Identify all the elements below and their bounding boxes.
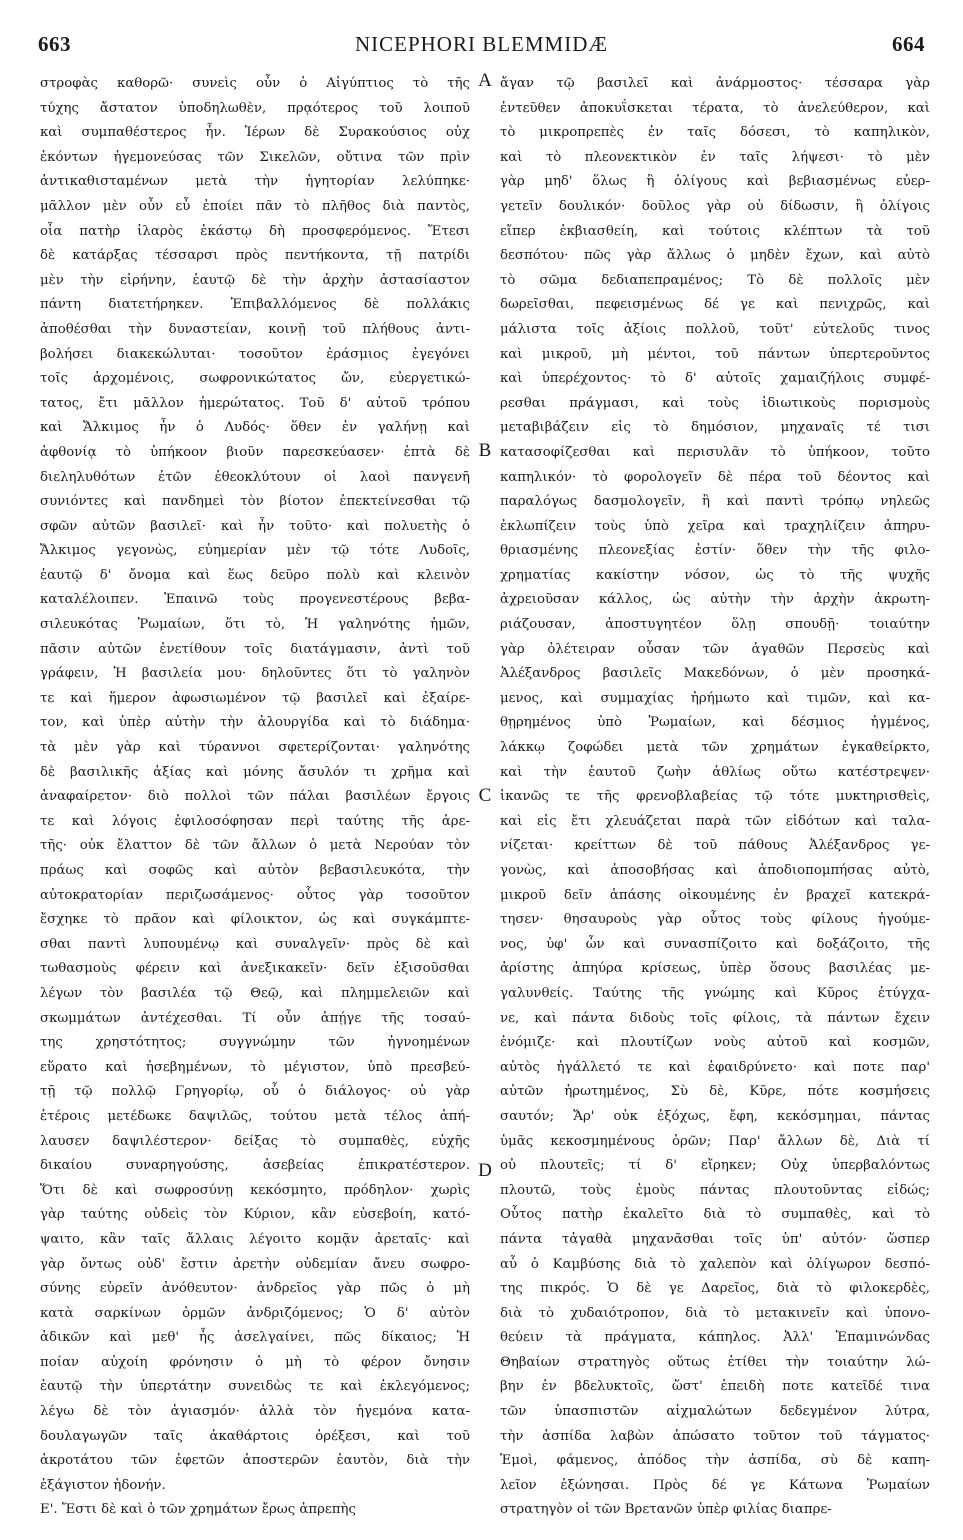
- text-line: βην ἐν βδελυκτοῖς, ὥστ' ἐπειδὴ ποτε κατεῖδέ τινα: [500, 1379, 930, 1395]
- text-line: γὰρ ὄντως οὐδ' ἔστιν ἀρετὴν οὐδεμίαν ἄνευ σωφρο-: [40, 1256, 470, 1272]
- text-line: τῆς· οὐκ ἔλαττον δὲ τῶν ἄλλων ὁ μετὰ Νερούαν τὸν: [40, 838, 470, 854]
- text-line: ἀρίστης ἀπηύρα κρίσεως, ὑπὲρ ὅσους βασιλέας με-: [500, 961, 930, 977]
- text-line: Ὅτι δὲ καὶ σωφροσύνῃ κεκόσμητο, πρόδηλον· χωρὶς: [40, 1182, 470, 1198]
- text-line: γετεῖν δουλικόν· δοῦλος γὰρ οὐ δίδωσιν, ἢ ὀλίγοις: [500, 198, 930, 214]
- text-line: ἀναφαίρετον· διὸ πολλοὶ τῶν πάλαι βασιλέων ἔργοις: [40, 789, 470, 805]
- running-head: [38, 32, 925, 62]
- text-line: Θηβαίων στρατηγὸς οὕτως ἐτίθει τὴν τοιαύτην λώ-: [500, 1354, 930, 1370]
- text-line: θεύειν τὰ πράγματα, κάπηλος. Ἀλλ' Ἐπαμινώνδας: [500, 1330, 930, 1346]
- text-line: τησεν· θησαυροὺς γὰρ οὗτος τοὺς φίλους ἡγούμε-: [500, 912, 930, 928]
- text-line: γαλυνθείς. Ταύτης τῆς γνώμης καὶ Κῦρος ἐτύγχα-: [500, 985, 930, 1001]
- text-line: δικαίου συναρηγούσης, ἀσεβείας ἐπικρατέστερον.: [40, 1158, 470, 1174]
- text-line: καπηλικόν· τὸ φορολογεῖν δὲ πέρα τοῦ δέοντος καὶ: [500, 469, 930, 485]
- text-line: διεληλυθότων ἐτῶν ἐθεοκλύτουν οἱ λαοὶ πανγενῆ: [40, 469, 470, 485]
- text-line: πράως καὶ σοφῶς καὶ αὐτὸν βεβασιλευκότα, τὴν: [40, 863, 470, 878]
- text-line: νίζεται· κρείττων δὲ τοῦ πάθους Ἀλέξανδρος γε-: [500, 838, 930, 854]
- text-line: πᾶσιν αὐτῶν ἐνετίθουν τοῖς διατάγμασιν, ἀντὶ τοῦ: [40, 641, 470, 657]
- text-line: αὐτοκρατορίαν περιζωσάμενος· οὗτος γὰρ τοσοῦτον: [40, 887, 470, 903]
- text-line: ἑαυτῷ δ' ὄνομα καὶ ἕως δεῦρο πολὺ καὶ κλεινὸν: [40, 567, 470, 583]
- text-line: τῶν ὑπασπιστῶν αἰχμαλώτων δεδεγμένον λύτρα,: [500, 1404, 930, 1420]
- text-line: λεῖον ἐξώνησαι. Πρὸς δέ γε Κάτωνα Ῥωμαίων: [500, 1477, 930, 1493]
- text-line: καὶ Ἄλκιμος ἦν ὁ Λυδός· ὅθεν ἐν γαλήνῃ καὶ: [40, 420, 470, 436]
- text-line: σθαι παντὶ λυπουμένῳ καὶ συναλγεῖν· πρὸς δὲ καὶ: [40, 936, 470, 952]
- text-line: Οὗτος πατὴρ ἐκαλεῖτο διὰ τὸ συμπαθὲς, καὶ τὸ: [500, 1207, 930, 1223]
- text-line: ἀκροτάτου τῶν ἐφετῶν ἀποστερῶν ἑαυτὸν, διὰ τὴν: [40, 1453, 470, 1469]
- text-line: σκωμμάτων ἀντέχεσθαι. Τί οὖν ἀπῄγε τῆς τοσαύ-: [40, 1010, 470, 1026]
- text-line: λαυσεν δαψιλέστερον· δείξας τὸ συμπαθὲς, εὐχῆς: [40, 1133, 470, 1149]
- text-line: καὶ τὸ πλεονεκτικὸν ἐν ταῖς λήψεσι· τὸ μὲν: [500, 149, 930, 165]
- text-line: γὰρ ὀλέτειραν οὖσαν τῶν ἀγαθῶν Περσεὺς καὶ: [500, 641, 930, 657]
- text-line: παραλόγως δασμολογεῖν, ἢ καὶ παντὶ τρόπῳ νηλεῶς: [500, 494, 930, 510]
- text-line: δὲ βασιλικῆς ἀξίας καὶ μόνης ἄσυλόν τι χρῆμα καὶ: [40, 764, 470, 780]
- text-line: κατασοφίζεσθαι καὶ περισυλᾶν τὸ ὑπήκοον, τοῦτο: [500, 444, 930, 460]
- text-line: τὸ μικροπρεπὲς ἐν ταῖς δόσεσι, τὸ καπηλικὸν,: [500, 125, 930, 141]
- text-line: αὐτὸς ἠγάλλετό τε καὶ ἐφαιδρύνετο· καὶ ποτε παρ': [500, 1059, 930, 1075]
- text-line: βολήσει διακεκώλυται· τοσοῦτον ἐράσμιος ἐγεγόνει: [40, 346, 470, 362]
- text-line: τατος, ἔτι μᾶλλον ἡμερώτατος. Τοῦ δ' αὐτοῦ τρόπου: [40, 395, 470, 411]
- text-line: ψαιτο, κἂν ταῖς ἄλλαις λέγοιτο κομᾷν ἀρεταῖς· καὶ: [40, 1231, 470, 1247]
- text-line: πάντα τἀγαθὰ μηχανᾶσθαι τοῖς ὑπ' αὐτόν· ὥσπερ: [500, 1231, 930, 1247]
- text-line: δὲ κατάρξας τέσσαρσι πρὸς πεντήκοντα, τῇ πατρίδι: [40, 248, 470, 264]
- text-line: της πικρός. Ὁ δὲ γε Δαρεῖος, διὰ τὸ φιλοκερδὲς,: [500, 1281, 930, 1297]
- text-line: ἀφθονίᾳ τὸ ὑπήκοον βιοῦν παρεσκεύασεν· ἑπτὰ δὲ: [40, 444, 470, 460]
- text-line: ἀντικαθισταμένων μετὰ τὴν ἡγητορίαν λελύπηκε·: [40, 174, 470, 190]
- text-line: ριάζουσαν, ἀποστυγητέον ὅλῃ σπουδῇ· τοιαύτην: [500, 617, 930, 633]
- right-page-number: 664: [892, 32, 925, 56]
- text-line: τον, καὶ ὑπὲρ αὐτὴν τὴν ἀλουργίδα καὶ τὸ διάδημα·: [40, 715, 470, 731]
- text-line: θριασμένης πλεονεξίας ἐστίν· ὅθεν τὴν τῆς φιλο-: [500, 543, 930, 559]
- left-page-number: 663: [38, 32, 71, 56]
- running-title: NICEPHORI BLEMMIDÆ: [354, 32, 609, 56]
- text-line: μᾶλλον μὲν οὖν εὖ ἐποίει πᾶν τὸ πλῆθος διὰ παντὸς,: [40, 198, 470, 214]
- text-line: τὸ σῶμα δεδιαπεπραμένος; Τὸ δὲ πολλοῖς μὲν: [500, 272, 930, 288]
- text-line: μεταβιβάζειν εἰς τὸ δημόσιον, μηχαναῖς τέ τισι: [500, 420, 930, 436]
- text-line: Ε'. Ἔστι δὲ καὶ ὁ τῶν χρημάτων ἔρως ἀπρεπὴς: [40, 1502, 356, 1518]
- right-column: [500, 72, 930, 1527]
- text-line: ἔσχηκε τὸ πρᾶον καὶ φίλοικτον, ὡς καὶ συγκάμπτε-: [40, 912, 470, 928]
- text-line: γὰρ ταύτης οὐδεὶς τὸν Κύριον, κἂν εὐσεβοίη, κατό-: [40, 1207, 470, 1223]
- section-marker-c: C: [478, 785, 492, 806]
- text-line: ποίαν αὐχοίη φρόνησιν ὁ μὴ τὸ φέρον ὄνησιν: [40, 1354, 470, 1370]
- text-line: σφῶν αὐτῶν βασιλεῖ· καὶ ἦν τοῦτο· καὶ πολυετὴς ὁ: [40, 518, 470, 534]
- text-line: ἐντεῦθεν ἀποκυΐσκεται τέρατα, τὸ ἀνελεύθερον, καὶ: [500, 100, 930, 116]
- text-line: δουλαγωγῶν ταῖς ἀκαθάρτοις ὀρέξεσι, καὶ τοῦ: [40, 1428, 470, 1444]
- text-line: μάλιστα τοῖς ἀξίοις πολλοῦ, τοῦτ' εὐτελοῦς τινος: [500, 321, 930, 337]
- text-line: ἐκλωπίζειν τοὺς ὑπὸ χεῖρα καὶ τραχηλίζειν ἀπηρυ-: [500, 518, 930, 534]
- text-line: τωθασμοὺς φέρειν καὶ ἀνεξικακεῖν· δεῖν ἐξισοῦσθαι: [40, 961, 470, 977]
- text-line: οὐ πλουτεῖς; τί δ' εἴρηκεν; Οὐχ ὑπερβαλόντως: [500, 1158, 930, 1174]
- text-line: καταλέλοιπεν. Ἐπαινῶ τοὺς προγενεστέρους βεβα-: [40, 592, 470, 608]
- text-line: ἑτέροις μετέδωκε δαψιλῶς, τούτου μετὰ τέλος ἀπή-: [40, 1108, 470, 1124]
- text-line: δεσπότου· πῶς γὰρ ἄλλως ὁ μηδὲν ἔχων, καὶ αὐτὸ: [500, 248, 930, 264]
- text-line: ἑκόντων ἡγεμονεύσας τῶν Σικελῶν, οὔτινα τῶν πρὶν: [40, 149, 470, 165]
- text-line: καὶ ὑπερέχοντος· τὸ δ' αὐτοῖς χαμαιζήλοις συμφέ-: [500, 371, 930, 387]
- section-marker-a: A: [478, 70, 492, 91]
- text-line: ἀδικῶν καὶ μεθ' ἧς ἀσελγαίνει, πῶς δίκαιος; Ἡ: [40, 1330, 470, 1346]
- text-line: διὰ τὸ χυδαιότροπον, διὰ τὸ μετακινεῖν καὶ ὑπονο-: [500, 1305, 930, 1321]
- text-line: συνιόντες καὶ πανδημεὶ τὸν βίοτον ἐπεκτείνεσθαι τῷ: [40, 494, 470, 510]
- text-line: θῃρημένος ὑπὸ Ῥωμαίων, καὶ δέσμιος ἠγμένος,: [500, 715, 930, 731]
- text-line: ἀχρειοῦσαν κάλλος, ὡς αὐτὴν τὴν ἀρχὴν ἀκρωτη-: [500, 592, 930, 608]
- text-line: στροφὰς καθορῶ· συνεὶς οὖν ὁ Αἰγύπτιος τὸ τῆς: [40, 76, 470, 91]
- text-line: καὶ μικροῦ, μὴ μέντοι, τοῦ πάντων ὑπερτεροῦντος: [500, 346, 930, 362]
- text-line: της χρηστότητος; συγγνώμην τῶν ἠγνοημένων: [40, 1035, 470, 1051]
- text-line: σύνης εὑρεῖν ἀνόθευτον· ἀνδρεῖος γὰρ πῶς ὁ μὴ: [40, 1281, 470, 1297]
- section-marker-d: D: [478, 1160, 492, 1181]
- text-line: σιλευκότας Ῥωμαίων, ὅτι τὸ, Ἡ γαληνότης ἡμῶν,: [40, 617, 470, 633]
- text-line: μὲν τὴν εἰρήνην, ἑαυτῷ δὲ τὴν ἀρχὴν ἀστασίαστον: [40, 272, 470, 288]
- text-line: λέγων τὸν βασιλέα τῷ Θεῷ, καὶ πλημμελειῶν καὶ: [40, 985, 470, 1001]
- text-line: μενος, καὶ συμμαχίας ἠρήμωτο καὶ τιμῶν, καὶ κα-: [500, 690, 930, 706]
- text-line: Ἀλέξανδρος βασιλεῖς Μακεδόνων, ὁ μὲν προσηκά-: [500, 666, 930, 682]
- text-line: καὶ συμπαθέστερος ἦν. Ἱέρων δὲ Συρακούσιος οὐχ: [40, 125, 470, 141]
- text-line: Ἄλκιμος γεγονὼς, εὐημερίαν μὲν τῷ τότε Λυδοῖς,: [40, 543, 470, 559]
- text-line: ἑαυτῷ τὴν ὑπερτάτην συνειδὼς τε καὶ ἐκλεγόμενος;: [40, 1379, 470, 1395]
- text-line: νε, καὶ πάντα διδοὺς τοῖς φίλοις, τὰ πάντων ἔχειν: [500, 1010, 930, 1026]
- text-line: εὕρατο καὶ ἠσεβημένων, τὸ μέγιστον, ὑπὸ πρεσβεύ-: [40, 1059, 470, 1075]
- text-line: Ἐμοὶ, φάμενος, ἀπόδος τὴν ἀσπίδα, σὺ δὲ καπη-: [500, 1453, 930, 1469]
- text-line: τὰ μὲν γὰρ καὶ τύραννοι σφετερίζονται· γαληνότης: [40, 740, 470, 756]
- text-line: τοῖς ἀρχομένοις, σωφρονικώτατος ὤν, εὐεργετικώ-: [40, 371, 470, 387]
- text-line: ἐνόμιζε· καὶ πλουτίζων νοὺς αὐτοῦ καὶ κοσμῶν,: [500, 1035, 930, 1051]
- text-line: χρηματίας κακίστην νόσον, ὡς τὸ τῆς ψυχῆς: [500, 567, 930, 583]
- text-line: καὶ εἰς ἔτι χλευάζεται παρὰ τῶν εἰδότων καὶ ταλα-: [500, 813, 930, 829]
- text-line: εἴπερ ἐκβιασθείη, καὶ τούτοις κλέπτων τὰ τοῦ: [500, 223, 930, 239]
- text-line: γονὼς, καὶ ἀποσοβήσας καὶ ἀποδιοπομπήσας αὐτὸ,: [500, 863, 930, 878]
- text-line: τε καὶ ἥμερον ἀφωσιωμένον τῷ βασιλεῖ καὶ ἐξαίρε-: [40, 690, 470, 706]
- text-line: ρεσθαι πράγμασι, καὶ τοὺς ἰδιωτικοὺς πορισμοὺς: [500, 395, 930, 411]
- text-line: ὑμᾶς κεκοσμημένους ὁρῶν; Παρ' ἄλλων δὲ, Διὰ τί: [500, 1133, 930, 1149]
- text-line: τε καὶ λόγοις ἐφιλοσόφησαν περὶ ταύτης τῆς ἀρε-: [40, 813, 470, 829]
- text-line: μικροῦ δεῖν ἁπάσης οἰκουμένης ἐν βραχεῖ κατεκρά-: [500, 887, 930, 903]
- text-line: ἱκανῶς τε τῆς φρενοβλαβείας τῷ τότε μυκτηρισθεὶς,: [500, 789, 930, 805]
- text-line: δωρεῖσθαι, πεφεισμένως δέ γε καὶ πενιχρῶς, καὶ: [500, 297, 930, 313]
- text-line: αὖ ὁ Καμβύσης διὰ τὸ χαλεπὸν καὶ ὀλίγωρον δεσπό-: [500, 1256, 930, 1272]
- text-line: κατὰ σαρκίνων ὁρμῶν ἀνδριζόμενος; Ὁ δ' αὐτὸν: [40, 1305, 470, 1321]
- text-line: σαυτόν; Ἄρ' οὐκ ἐξόχως, ἔφη, κεκόσμημαι, πάντας: [500, 1108, 930, 1124]
- text-line: γράφειν, Ἡ βασιλεία μου· δηλοῦντες ὅτι τὸ γαληνὸν: [40, 666, 470, 682]
- text-line: πάντη διατετήρηκεν. Ἐπιβαλλόμενος δὲ πολλάκις: [40, 297, 470, 313]
- text-line: στρατηγὸν οἱ τῶν Βρετανῶν ὑπὲρ φιλίας διαπρε-: [500, 1502, 832, 1518]
- text-line: ἐξάγιστον ἡδονήν.: [40, 1477, 166, 1493]
- text-line: τύχης ἄστατον ὑποδηλωθὲν, πρᾳότερος τοῦ λοιποῦ: [40, 100, 470, 116]
- text-line: τὴν ἀσπίδα λαβὼν ἀπώσατο τοῦτον τοῦ τάγματος·: [500, 1428, 930, 1444]
- text-line: τῇ τῷ πολλῷ Γρηγορίῳ, οὗ ὁ διάλογος· οὐ γὰρ: [40, 1084, 470, 1100]
- text-line: καὶ τὴν ἑαυτοῦ ζωὴν ἀθλίως οὕτω κατέστρεψεν·: [500, 764, 930, 780]
- text-line: ἀποθέσθαι τὴν δυναστείαν, κοινῇ τοῦ πλήθους ἀντι-: [40, 321, 470, 337]
- text-line: αὐτῶν ἠρωτημένος, Σὺ δὲ, Κῦρε, πότε κοσμήσεις: [500, 1084, 930, 1100]
- left-column: [40, 72, 470, 1527]
- text-line: λέγω δὲ τὸν ἁγιασμόν· ἀλλὰ τὸν ἡγεμόνα κατα-: [40, 1404, 470, 1420]
- text-line: ἄγαν τῷ βασιλεῖ καὶ ἀνάρμοστος· τέσσαρα γὰρ: [500, 76, 930, 91]
- section-marker-b: B: [478, 440, 492, 461]
- text-line: νος, ὑφ' ὧν καὶ συνασπίζοιτο καὶ δοξάζοιτο, τῆς: [500, 936, 930, 952]
- text-line: λάκκῳ ζοφώδει μετὰ τῶν χρημάτων ἐγκαθείρκτο,: [500, 740, 930, 756]
- text-line: πλουτῶ, τοὺς ἐμοὺς πάντας πλουτοῦντας εἰδώς;: [500, 1182, 930, 1198]
- text-line: γὰρ μηδ' ὅλως ἢ ὀλίγους καὶ βεβιασμένως εὐερ-: [500, 174, 930, 190]
- text-line: οἷα πατὴρ ἱλαρὸς ἑκάστῳ δὴ προσφερόμενος. Ἔτεσι: [40, 223, 470, 239]
